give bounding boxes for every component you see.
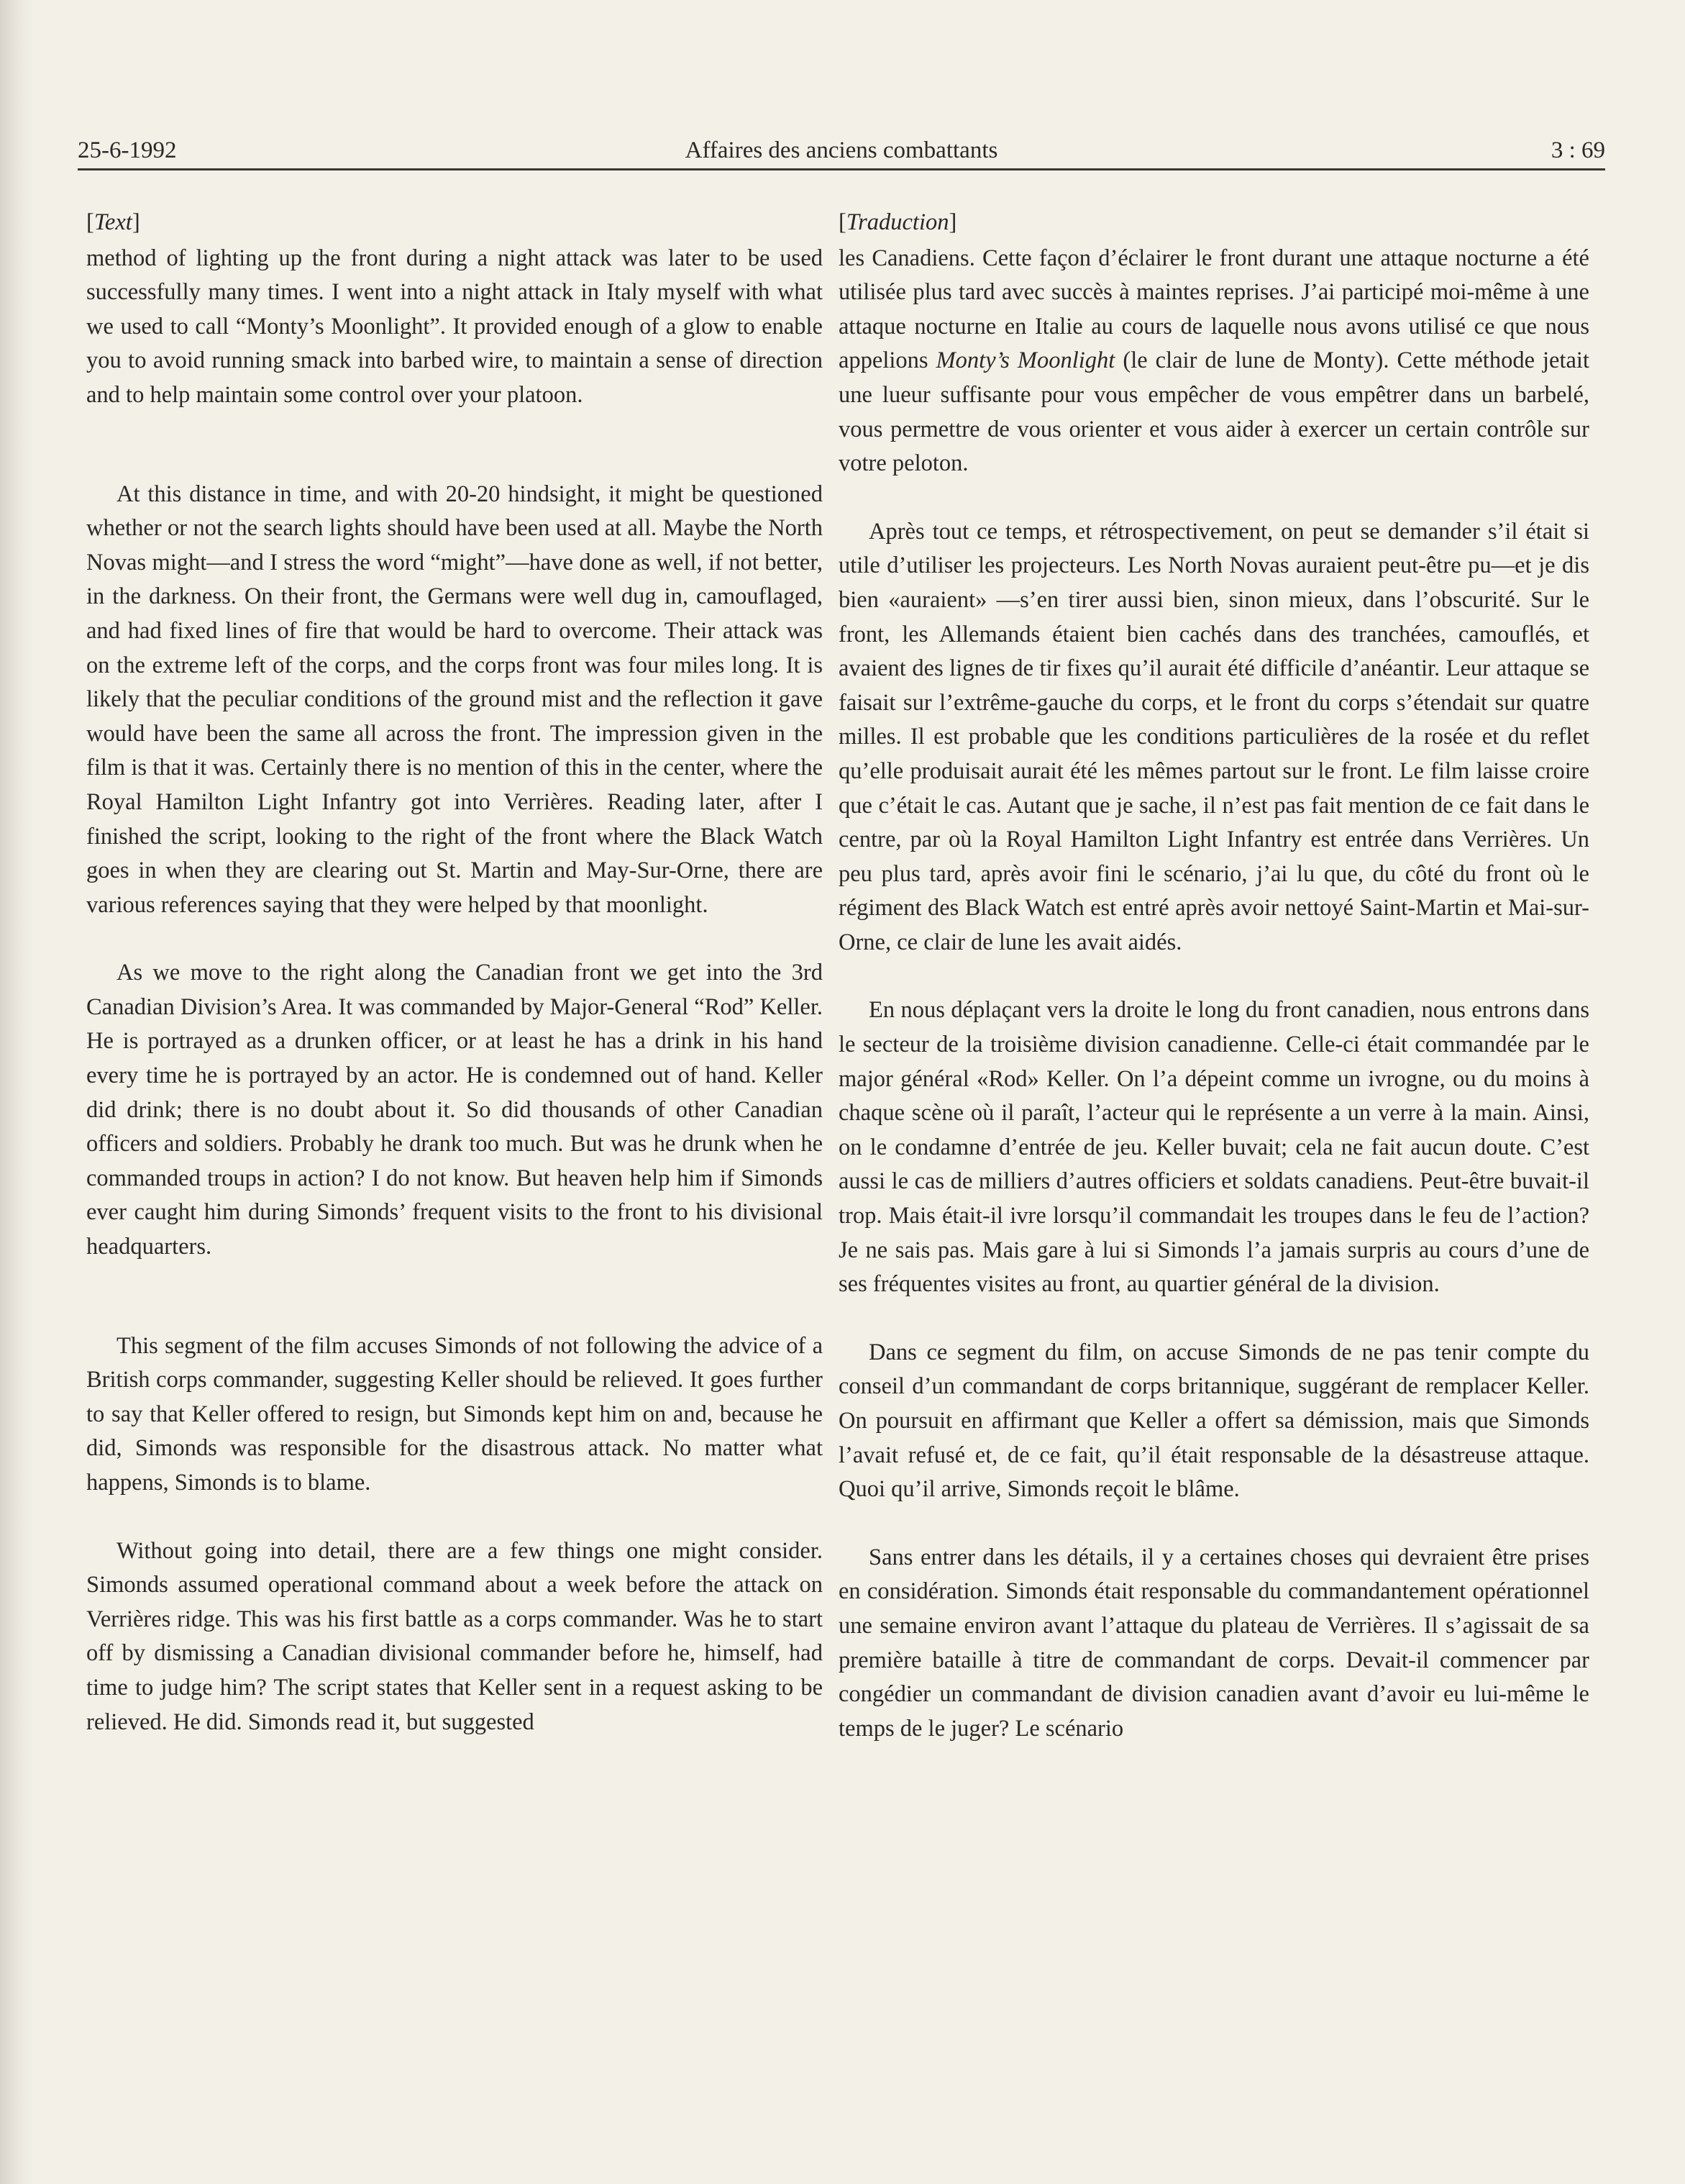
page-header — [78, 134, 1605, 167]
header-page-number: 3 : 69 — [1551, 137, 1605, 163]
column-label-traduction: [Traduction] — [839, 209, 957, 235]
page-binding-shadow — [0, 0, 33, 2184]
paragraph: Sans entrer dans les détails, il y a certaines choses qui devraient être prises en considération. Simonds était responsable du commandantement opérationnel une semaine environ avant l’attaque du plateau de Verrières. Il s’agissait de sa première bataille à titre de commandant de corps. Devait-il commencer par congédier un commandant de division canadien avant d’avoir eu lui-même le temps de le juger? Le scénario — [839, 1544, 1589, 1742]
paragraph: method of lighting up the front during a night attack was later to be used successfully many times. I went into a night attack in Italy myself with what we used to call “Monty’s Moonlight”. It provided enough of a glow to enable you to avoid running smack into barbed wire, to maintain a sense of direction and to help maintain some control over your platoon. — [86, 245, 823, 408]
paragraph: Without going into detail, there are a few things one might consider. Simonds assumed operational command about a week before the attack on Verrières ridge. This was his first battle as a corps commander. Was he to start off by dismissing a Canadian divisional commander before he, himself, had time to judge him? The script states that Keller sent in a request asking to be relieved. He did. Simonds read it, but suggested — [86, 1537, 823, 1735]
paragraph: As we move to the right along the Canadian front we get into the 3rd Canadian Division’s Area. It was commanded by Major-General “Rod” Keller. He is portrayed as a drunken officer, or at least he has a drink in his hand every time he is portrayed by an actor. He is condemned out of hand. Keller did drink; there is no doubt about it. So did thousands of other Canadian officers and soldiers. Probably he drank too much. But was he drunk when he commanded troups in action? I do not know. But heaven help him if Simonds ever caught him during Simonds’ frequent visits to the front to his divisional headquarters. — [86, 960, 823, 1260]
paragraph: At this distance in time, and with 20-20 hindsight, it might be questioned whether or not the search lights should have been used at all. Maybe the North Novas might—and I stress the word “might”—have done as well, if not better, in the darkness. On their front, the Germans were well dug in, camouflaged, and had fixed lines of fire that would be hard to overcome. Their attack was on the extreme left of the corps, and the corps front was four miles long. It is likely that the peculiar conditions of the ground mist and the reflection it gave would have been the same all across the front. The impression given in the film is that it was. Certainly there is no mention of this in the center, where the Royal Hamilton Light Infantry got into Verrières. Reading later, after I finished the script, looking to the right of the front where the Black Watch goes in when they are clearing out St. Martin and May-Sur-Orne, there are various references saying that they were helped by that moonlight. — [86, 481, 823, 918]
paragraph: En nous déplaçant vers la droite le long du front canadien, nous entrons dans le secteur de la troisième division canadienne. Celle-ci était commandée par le major général «Rod» Keller. On l’a dépeint comme un ivrogne, ou du moins à chaque scène où il paraît, l’acteur qui le représente a un verre à la main. Ainsi, on le condamne d’entrée de jeu. Keller buvait; cela ne fait aucun doute. C’est aussi le cas de milliers d’autres officiers et soldats canadiens. Peut-être buvait-il trop. Mais était-il ivre lorsqu’il commandait les troupes dans le feu de l’action? Je ne sais pas. Mais gare à lui si Simonds l’a jamais surpris au cours d’une de ses fréquentes visites au front, au quartier général de la division. — [839, 997, 1589, 1298]
paragraph: This segment of the film accuses Simonds of not following the advice of a British corps commander, suggesting Keller should be relieved. It goes further to say that Keller offered to resign, but Simonds kept him on and, because he did, Simonds was responsible for the disastrous attack. No matter what happens, Simonds is to blame. — [86, 1332, 823, 1496]
italic-title: Monty’s Moonlight — [936, 347, 1115, 374]
header-title: Affaires des anciens combattants — [685, 137, 998, 163]
paragraph: Dans ce segment du film, on accuse Simonds de ne pas tenir compte du conseil d’un commandant de corps britannique, suggérant de remplacer Keller. On poursuit en affirmant que Keller a offert sa démission, mais que Simonds l’avait refusé et, de ce fait, qu’il était responsable de la désastreuse attaque. Quoi qu’il arrive, Simonds reçoit le blâme. — [839, 1339, 1589, 1503]
paragraph: Après tout ce temps, et rétrospectivement, on peut se demander s’il était si utile d’utiliser les projecteurs. Les North Novas auraient peut-être pu—et je dis bien «auraient» —s’en tirer aussi bien, sinon mieux, dans l’obscurité. Sur le front, les Allemands étaient bien cachés dans des tranchées, camouflés, et avaient des lignes de tir fixes qu’il aurait été difficile d’anéantir. Leur attaque se faisait sur l’extrême-gauche du corps, et le front du corps s’étendait sur quatre milles. Il est probable que les conditions particulières de la rosée et du reflet qu’elle produisait aurait été les mêmes partout sur le front. Le film laisse croire que c’était le cas. Autant que je sache, il n’est pas fait mention de ce fait dans le centre, par où la Royal Hamilton Light Infantry est entrée dans Verrières. Un peu plus tard, après avoir fini le scénario, j’ai lu que, du côté du front où le régiment des Black Watch est entré après avoir nettoyé Saint-Martin et Mai-sur-Orne, ce clair de lune les avait aidés. — [839, 518, 1589, 955]
paragraph: les Canadiens. Cette façon d’éclairer le front durant une attaque nocturne a été utilisée plus tard avec succès à maintes reprises. J’ai participé moi-même à une attaque nocturne en Italie au cours de laquelle nous avons utilisé ce que nous appelions Monty’s Moonlight (le clair de lune de Monty). Cette méthode jetait une lueur suffisante pour vous empêcher de vous empêtrer dans un barbelé, vous permettre de vous orienter et vous aider à exercer un certain contrôle sur votre peloton. — [839, 245, 1589, 477]
english-text-column — [86, 206, 823, 1739]
header-date: 25-6-1992 — [78, 137, 177, 163]
header-rule — [78, 168, 1605, 170]
column-label-text: [Text] — [86, 209, 140, 235]
french-translation-column — [839, 206, 1589, 1746]
